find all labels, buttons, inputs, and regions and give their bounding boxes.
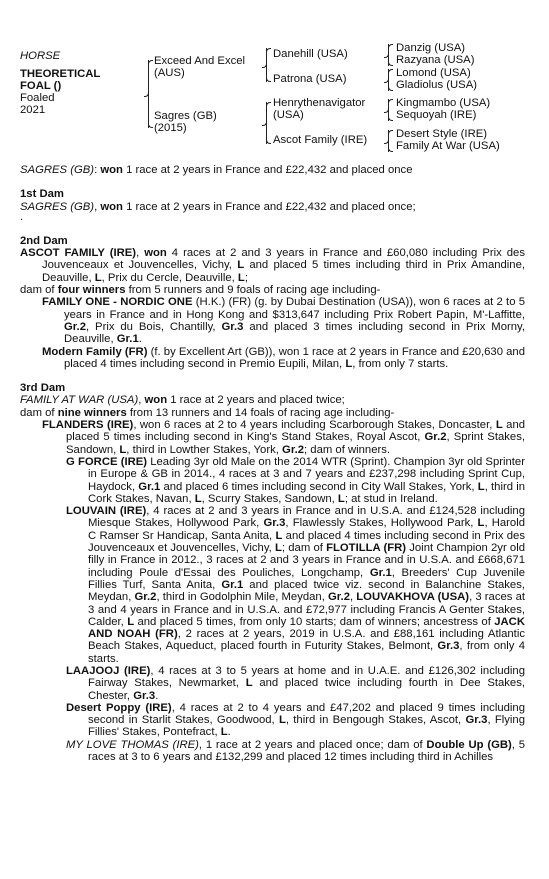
- third-dam-line: FAMILY AT WAR (USA), won 1 race at 2 years and placed twice;: [20, 394, 345, 407]
- sd-sire: Lomond (USA): [396, 67, 471, 79]
- third-dam-heading: 3rd Dam: [20, 382, 66, 395]
- pedigree-brace-sd: [388, 69, 389, 91]
- sire-dam: Patrona (USA): [273, 73, 347, 85]
- offspring-family-one: FAMILY ONE - NORDIC ONE (H.K.) (FR) (g. by Dubai Destination (USA)), won 6 races at 2 to 5 years in France and in Hong Kong and $313,647 including Prix Robert Papin, M'-Laffitte, Gr.2, Prix du Bois, Chantilly, Gr.3 and placed 3 times including second in Prix Morny, Deauville, Gr.1.: [42, 296, 526, 346]
- summary-horse: SAGRES (GB): [20, 164, 95, 176]
- horse-name: THEORETICAL: [20, 68, 101, 80]
- pedigree-brace-sire: [266, 48, 267, 82]
- ds-dam: Sequoyah (IRE): [396, 109, 477, 121]
- second-dam-line: ASCOT FAMILY (IRE), won 4 races at 2 and 3 years in France and £60,080 including Prix des Jouvenceaux et Jouvencelles, Vichy, L and placed 5 times including third in Prix Amandine, Deauville, L, Prix du Cercle, Deauville, L;: [20, 247, 526, 284]
- dd-dam: Family At War (USA): [396, 140, 500, 152]
- offspring-flanders: FLANDERS (IRE), won 6 races at 2 to 4 years including Scarborough Stakes, Doncaster, L and placed 5 times including second in King's Stand Stakes, Royal Ascot, Gr.2, Sprint Stakes, Sandown, L, third in Lowther Stakes, York, Gr.2; dam of winners.: [42, 419, 526, 456]
- second-dam-heading: 2nd Dam: [20, 234, 68, 247]
- horse-label: HORSE: [20, 50, 61, 62]
- horse-name-suffix: FOAL (): [20, 80, 62, 92]
- dam-sire-country: (USA): [273, 109, 304, 121]
- pedigree-brace-ds: [388, 99, 389, 121]
- dam-name: Sagres (GB): [154, 110, 217, 122]
- offspring-g-force: G FORCE (IRE) Leading 3yr old Male on the 2014 WTR (Sprint). Champion 3yr old Sprinter in Europe & GB in 2014., 4 races at 3 and 7 years and £237,298 including Sprint Cup, Haydock, Gr.1 and placed 6 times including second in City Wall Stakes, York, L, third in Cork Stakes, Navan, L, Scurry Stakes, Sandown, L; at stud in Ireland.: [66, 455, 526, 505]
- pedigree-brace-ss: [388, 44, 389, 66]
- second-dam-produce: dam of four winners from 5 runners and 9 foals of racing age including-: [20, 284, 381, 297]
- summary-line: SAGRES (GB): won 1 race at 2 years in France and £22,432 and placed once: [20, 164, 413, 176]
- pedigree-brace-gen1: [148, 60, 149, 128]
- sire-country: (AUS): [154, 67, 185, 79]
- sd-dam: Gladiolus (USA): [396, 79, 477, 91]
- sire-sire: Danehill (USA): [273, 48, 348, 60]
- ds-sire: Kingmambo (USA): [396, 97, 491, 109]
- sire-name: Exceed And Excel: [154, 55, 246, 67]
- offspring-my-love-thomas: MY LOVE THOMAS (IRE), 1 race at 2 years and placed once; dam of Double Up (GB), 5 races at 3 to 6 years and £132,299 and placed 12 times including third in Achilles: [66, 738, 526, 764]
- offspring-modern-family: Modern Family (FR) (f. by Excellent Art (GB)), won 1 race at 2 years in France and £20,630 and placed 4 times including second in Premio Eupili, Milan, L, from only 7 starts.: [42, 345, 525, 370]
- offspring-desert-poppy: Desert Poppy (IRE), 4 races at 2 to 4 years and £47,202 and placed 9 times including second in Starlit Stakes, Goodwood, L, third in Bengough Stakes, Ascot, Gr.3, Flying Fillies' Stakes, Pontefract, L.: [66, 701, 525, 739]
- ss-dam: Razyana (USA): [396, 54, 475, 66]
- pedigree-brace-dam: [266, 102, 267, 144]
- dam-sire: Henrythenavigator: [273, 97, 366, 109]
- offspring-laajooj: LAAJOOJ (IRE), 4 races at 3 to 5 years at home and in U.A.E. and £126,302 including Fairway Stakes, Newmarket, L and placed twice including fourth in Dee Stakes, Chester, Gr.3.: [66, 664, 525, 702]
- dam-year: (2015): [154, 122, 187, 134]
- first-dam-heading: 1st Dam: [20, 188, 64, 201]
- first-dam-line: SAGRES (GB), won 1 race at 2 years in France and £22,432 and placed once;: [20, 200, 416, 213]
- dd-sire: Desert Style (IRE): [396, 128, 488, 140]
- first-dam-dot: .: [20, 210, 24, 223]
- ss-sire: Danzig (USA): [396, 42, 466, 54]
- pedigree-brace-dd: [388, 130, 389, 152]
- offspring-louvain: LOUVAIN (IRE), 4 races at 2 and 3 years in France and in U.S.A. and £124,528 including Miesque Stakes, Hollywood Park, Gr.3, Flawlessly Stakes, Hollywood Park, L, Harold C Ramser Sr Handicap, Santa Anita, L and placed 4 times including second in Prix des Jouvenceaux et Jouvencelles, Vichy, L; dam of FLOTILLA (FR) Joint Champion 2yr old filly in France in 2012., 3 races at 2 and 3 years in France and in U.S.A. and £668,671 including Poule d'Essai des Pouliches, Longchamp, Gr.1, Breeders' Cup Juvenile Fillies Turf, Santa Anita, Gr.1 and placed twice viz. second in Balanchine Stakes, Meydan, Gr.2, third in Godolphin Mile, Meydan, Gr.2, LOUVAKHOVA (USA), 3 races at 3 and 4 years in France and in U.S.A. and £72,977 including Francis A Genter Stakes, Calder, L and placed 5 times, from only 10 starts; dam of winners; ancestress of JACK AND NOAH (FR), 2 races at 2 years, 2019 in U.S.A. and £88,161 including Atlantic Beach Stakes, Aqueduct, placed fourth in Futurity Stakes, Belmont, Gr.3, from only 4 starts.: [66, 505, 526, 665]
- third-dam-produce: dam of nine winners from 13 runners and 14 foals of racing age including-: [20, 406, 395, 419]
- dam-dam: Ascot Family (IRE): [273, 134, 368, 146]
- foaled-label: Foaled: [20, 92, 55, 104]
- catalogue-body: [20, 164, 525, 763]
- foaled-year: 2021: [20, 104, 46, 116]
